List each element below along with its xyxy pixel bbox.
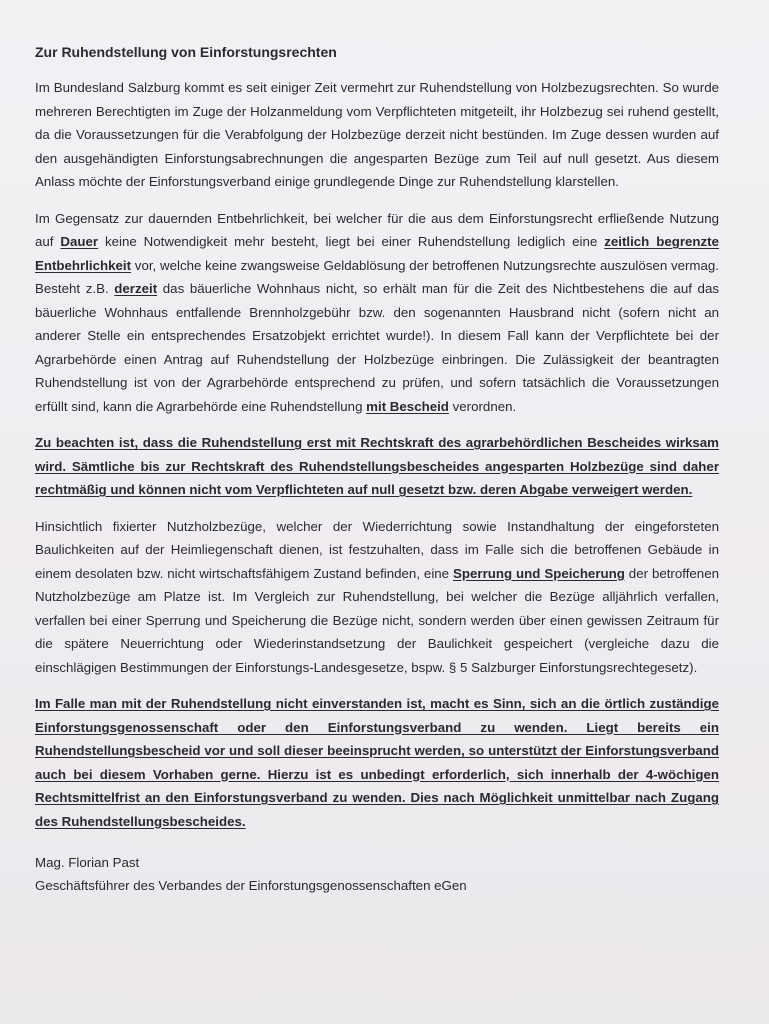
text-run: Hinsichtlich fixierter Nutzholzbezüge, welcher der Wiederrichtung sowie Instandhaltung der eingeforsteten Baulichkeiten auf der Heimliegenschaft dienen, ist festzuhalten, dass im Falle sich die betroffenen Gebäude in einem desolaten bzw. nicht wirtschaftsfähigem Zustand befinden, eine [35,518,719,581]
paragraph-einspruch-note [35,692,719,833]
text-run: keine Notwendigkeit mehr besteht, liegt bei einer Ruhendstellung lediglich eine [98,234,605,249]
document-title: Zur Ruhendstellung von Einforstungsrechten [35,44,337,60]
signature-name: Mag. Florian Past [35,855,140,870]
underlined-note: Zu beachten ist, dass die Ruhendstellung erst mit Rechtskraft des agrarbehördlichen Bescheides wirksam wird. Sämtliche bis zur Rechtskraft des Ruhendstellungsbescheides angesparten Holzbezüge sind daher rechtmäßig und können nicht vom Verpflichteten auf null gesetzt bzw. deren Abgabe verweigert werden. [35,435,719,497]
paragraph-nutzholz [35,515,719,680]
text-run: das bäuerliche Wohnhaus nicht, so erhält man für die Zeit des Nichtbestehens die auf das bäuerliche Wohnhaus entfallende Brennholzgebühr bzw. den sogenannten Hausbrand nicht (sofern nicht an anderer Stelle ein entsprechendes Ersatzobjekt errichtet wurde!). In diesem Fall kann der Verpflichtete bei der Agrarbehörde einen Antrag auf Ruhendstellung der Holzbezüge einbringen. Die Zulässigkeit der beantragten Ruhendstellung ist von der Agrarbehörde entsprechend zu prüfen, und sofern tatsächlich die Voraussetzungen erfüllt sind, kann die Agrarbehörde eine Ruhendstellung [35,281,719,414]
emphasis-sperrung-speicherung: Sperrung und Speicherung [453,565,625,581]
underlined-note: Im Falle man mit der Ruhendstellung nicht einverstanden ist, macht es Sinn, sich an die örtlich zuständige Einforstungsgenossenschaft oder den Einforstungsverband zu wenden. Liegt bereits ein Ruhendstellungsbescheid vor und soll dieser beeinsprucht werden, so unterstützt der Einforstungsverband auch bei diesem Vorhaben gerne. Hierzu ist es unbedingt erforderlich, sich innerhalb der 4-wöchigen Rechtsmittelfrist an den Einforstungsverband zu wenden. Dies nach Möglichkeit unmittelbar nach Zugang des Ruhendstellungsbescheides. [35,696,719,829]
paragraph-rechtskraft-note [35,431,719,502]
emphasis-dauer: Dauer [60,234,99,249]
signature-block [35,851,719,897]
text-run: Im Gegensatz zur dauernden Entbehrlichkeit, bei welcher für die aus dem Einforstungsrecht erfließende Nutzung auf [35,210,719,249]
text-run: verordnen. [448,398,517,414]
emphasis-zeitlich-begrenzt: zeitlich begrenzte Entbehrlichkeit [35,234,719,273]
text-run: vor, welche keine zwangsweise Geldablösung der betroffenen Nutzungsrechte auszulösen vermag. Besteht z.B. [35,257,719,296]
text-run: der betroffenen Nutzholzbezüge am Platze ist. Im Vergleich zur Ruhendstellung, bei welcher die Bezüge alljährlich verfallen, verfallen bei einer Sperrung und Speicherung die Bezüge nicht, sondern werden über einen gewissen Zeitraum für die spätere Neuerrichtung oder Wiederinstandsetzung der Baulichkeit gespeichert (vergleiche dazu die einschlägigen Bestimmungen der Einforstungs-Landesgesetze, bspw. § 5 Salzburger Einforstungsrechtegesetz). [35,565,719,675]
emphasis-derzeit: derzeit [114,281,158,296]
paragraph-entbehrlichkeit [35,207,719,419]
paragraph-intro: Im Bundesland Salzburg kommt es seit einiger Zeit vermehrt zur Ruhendstellung von Holzbezugsrechten. So wurde mehreren Berechtigten im Zuge der Holzanmeldung vom Verpflichteten mitgeteilt, ihr Holzbezug sei ruhend gestellt, da die Voraussetzungen für die Verabfolgung der Holzbezüge derzeit nicht bestünden. Im Zuge dessen wurden auf den ausgehändigten Einforstungsabrechnungen die angesparten Bezüge zum Teil auf null gesetzt. Aus diesem Anlass möchte der Einforstungsverband einige grundlegende Dinge zur Ruhendstellung klarstellen. [35,80,719,189]
signature-role: Geschäftsführer des Verbandes der Einforstungsgenossenschaften eGen [35,878,467,893]
emphasis-mit-bescheid: mit Bescheid [366,398,449,414]
